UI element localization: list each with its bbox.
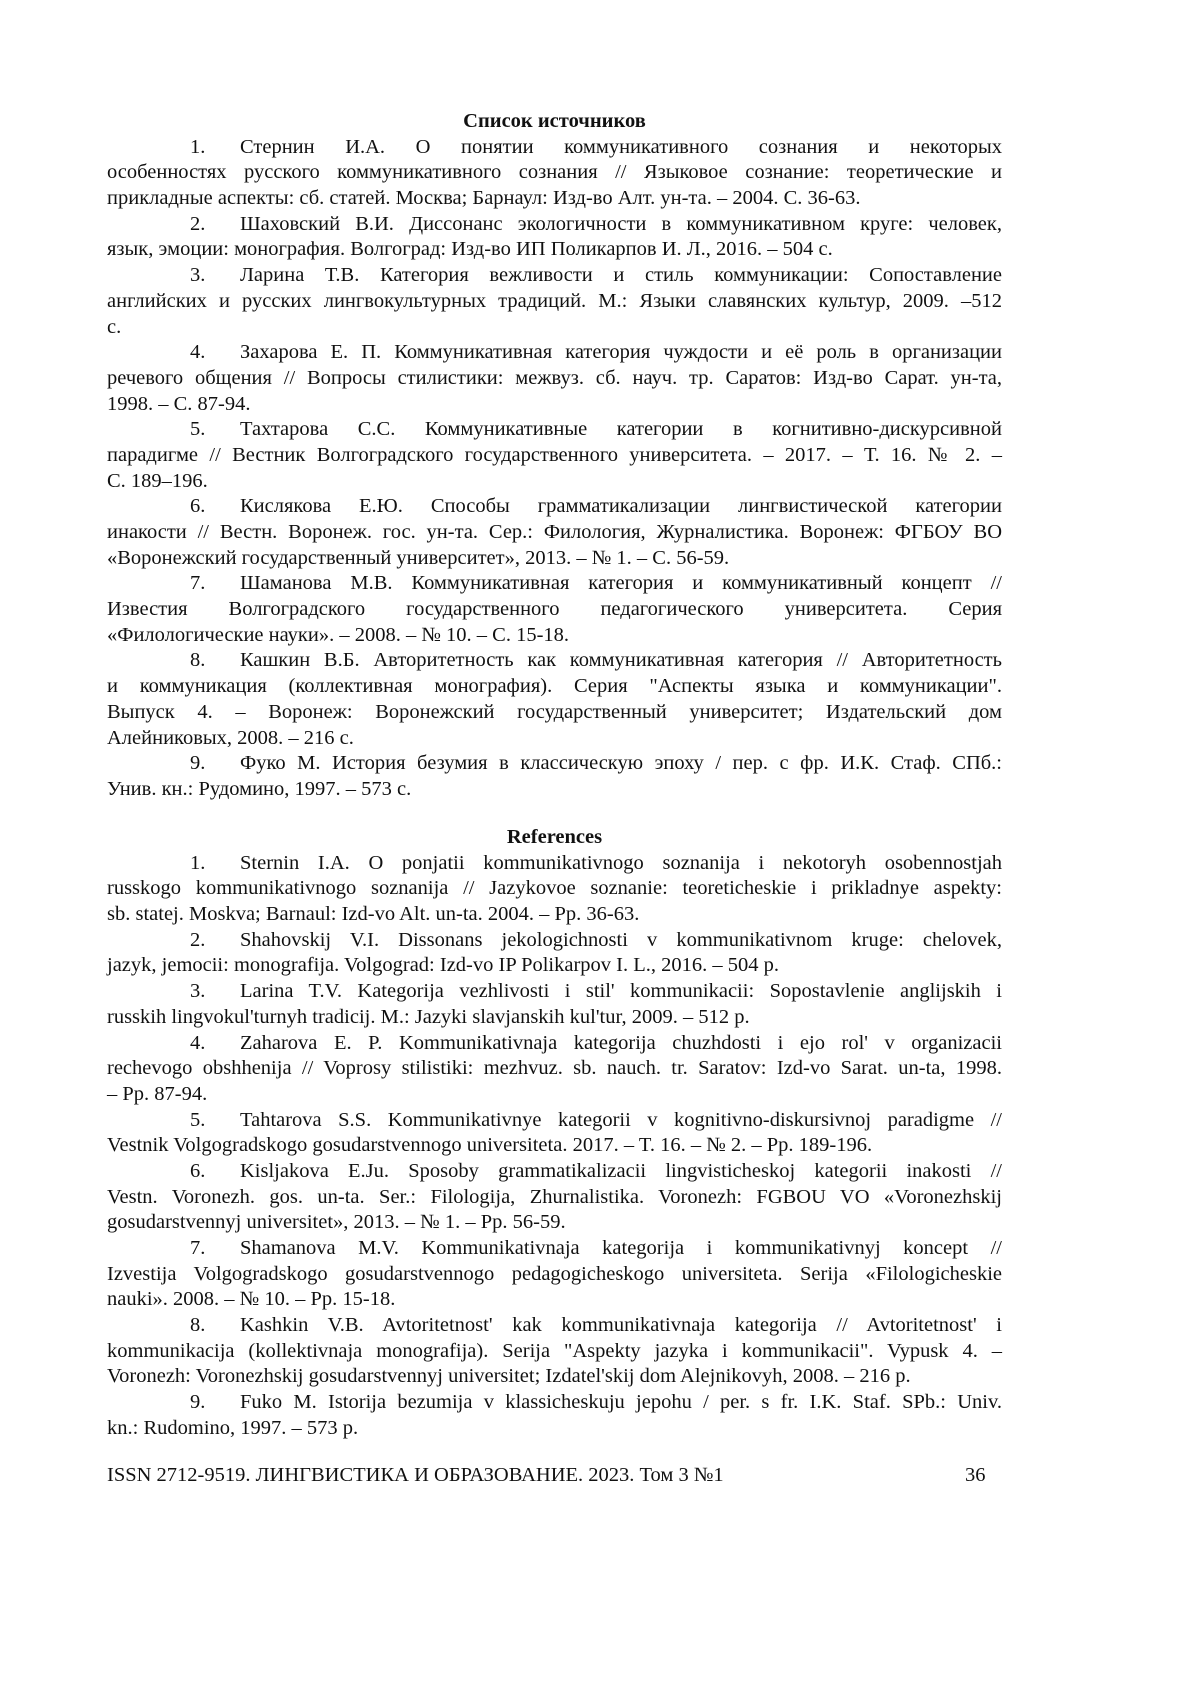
entry-number: 2.	[107, 212, 240, 238]
entry-text: Kisljakova E.Ju. Sposoby grammatikalizacii lingvisticheskoj kategorii inakosti //	[240, 1159, 1002, 1185]
entry-text: Кислякова Е.Ю. Способы грамматикализации лингвистической категории	[240, 494, 1002, 520]
entry-line	[107, 417, 1002, 443]
entry-number: 5.	[107, 1108, 240, 1134]
references-list	[107, 851, 1002, 1442]
entry-number: 4.	[107, 1031, 240, 1057]
references-title: References	[107, 825, 1002, 851]
reference-entry	[107, 340, 1002, 417]
sources-list	[107, 135, 1002, 803]
reference-entry	[107, 135, 1002, 212]
entry-text: Шаманова М.В. Коммуникативная категория и коммуникативный концепт //	[240, 571, 1002, 597]
entry-line: nauki». 2008. – № 10. – Pp. 15-18.	[107, 1287, 1002, 1313]
entry-line: rechevogo obshhenija // Voprosy stilistiki: mezhvuz. sb. nauch. tr. Saratov: Izd-vo Sarat. un-ta, 1998.	[107, 1056, 1002, 1082]
entry-line: Izvestija Volgogradskogo gosudarstvennogo pedagogicheskogo universiteta. Serija «Filologicheskie	[107, 1262, 1002, 1288]
reference-entry	[107, 571, 1002, 648]
entry-number: 6.	[107, 1159, 240, 1185]
entry-text: Ларина Т.В. Категория вежливости и стиль коммуникации: Сопоставление	[240, 263, 1002, 289]
entry-line: прикладные аспекты: сб. статей. Москва; Барнаул: Изд-во Алт. ун-та. – 2004. С. 36-63.	[107, 186, 1002, 212]
entry-number: 9.	[107, 1390, 240, 1416]
reference-entry	[107, 1313, 1002, 1390]
entry-line: английских и русских лингвокультурных традиций. М.: Языки славянских культур, 2009. –512	[107, 289, 1002, 315]
entry-line	[107, 212, 1002, 238]
references-section	[107, 825, 1002, 1442]
page-footer	[107, 1462, 1002, 1488]
reference-entry	[107, 212, 1002, 263]
entry-line: язык, эмоции: монография. Волгоград: Изд-во ИП Поликарпов И. Л., 2016. – 504 с.	[107, 237, 1002, 263]
reference-entry	[107, 1236, 1002, 1313]
entry-line: речевого общения // Вопросы стилистики: межвуз. сб. науч. тр. Саратов: Изд-во Сарат. ун-та,	[107, 366, 1002, 392]
reference-entry	[107, 751, 1002, 802]
entry-line: парадигме // Вестник Волгоградского государственного университета. – 2017. – Т. 16. № 2. –	[107, 443, 1002, 469]
reference-entry	[107, 648, 1002, 751]
entry-line: sb. statej. Moskva; Barnaul: Izd-vo Alt. un-ta. 2004. – Pp. 36-63.	[107, 902, 1002, 928]
entry-line: «Филологические науки». – 2008. – № 10. – С. 15-18.	[107, 623, 1002, 649]
entry-text: Shamanova M.V. Kommunikativnaja kategorija i kommunikativnyj koncept //	[240, 1236, 1002, 1262]
entry-line: инакости // Вестн. Воронеж. гос. ун-та. Сер.: Филология, Журналистика. Воронеж: ФГБОУ ВО	[107, 520, 1002, 546]
entry-number: 7.	[107, 1236, 240, 1262]
entry-line	[107, 928, 1002, 954]
entry-line	[107, 1031, 1002, 1057]
entry-line: Voronezh: Voronezhskij gosudarstvennyj universitet; Izdatel'skij dom Alejnikovyh, 2008. – 216 p.	[107, 1364, 1002, 1390]
entry-line: «Воронежский государственный университет», 2013. – № 1. – С. 56-59.	[107, 546, 1002, 572]
entry-line: Vestn. Voronezh. gos. un-ta. Ser.: Filologija, Zhurnalistika. Voronezh: FGBOU VO «Voronezhskij	[107, 1185, 1002, 1211]
entry-line	[107, 494, 1002, 520]
entry-line: Алейниковых, 2008. – 216 с.	[107, 726, 1002, 752]
entry-line: особенностях русского коммуникативного сознания // Языковое сознание: теоретические и	[107, 160, 1002, 186]
reference-entry	[107, 851, 1002, 928]
entry-text: Zaharova E. P. Kommunikativnaja kategorija chuzhdosti i ejo rol' v organizacii	[240, 1031, 1002, 1057]
page-number: 36	[965, 1462, 986, 1488]
entry-line	[107, 751, 1002, 777]
entry-number: 6.	[107, 494, 240, 520]
entry-text: Шаховский В.И. Диссонанс экологичности в коммуникативном круге: человек,	[240, 212, 1002, 238]
entry-line: kommunikacija (kollektivnaja monografija). Serija "Aspekty jazyka i kommunikacii". Vypusk 4. –	[107, 1339, 1002, 1365]
entry-line: kn.: Rudomino, 1997. – 573 p.	[107, 1416, 1002, 1442]
sources-section	[107, 109, 1002, 803]
entry-number: 5.	[107, 417, 240, 443]
entry-line	[107, 340, 1002, 366]
entry-line: Унив. кн.: Рудомино, 1997. – 573 с.	[107, 777, 1002, 803]
entry-line	[107, 1236, 1002, 1262]
reference-entry	[107, 417, 1002, 494]
reference-entry	[107, 979, 1002, 1030]
reference-entry	[107, 1390, 1002, 1441]
entry-line: 1998. – С. 87-94.	[107, 392, 1002, 418]
entry-line	[107, 571, 1002, 597]
entry-text: Кашкин В.Б. Авторитетность как коммуникативная категория // Авторитетность	[240, 648, 1002, 674]
reference-entry	[107, 1108, 1002, 1159]
entry-line: Известия Волгоградского государственного педагогического университета. Серия	[107, 597, 1002, 623]
entry-line: gosudarstvennyj universitet», 2013. – № 1. – Pp. 56-59.	[107, 1210, 1002, 1236]
entry-line: jazyk, jemocii: monografija. Volgograd: Izd-vo IP Polikarpov I. L., 2016. – 504 p.	[107, 953, 1002, 979]
entry-line	[107, 979, 1002, 1005]
entry-number: 3.	[107, 263, 240, 289]
entry-line: с.	[107, 315, 1002, 341]
entry-number: 1.	[107, 135, 240, 161]
sources-title: Список источников	[107, 109, 1002, 135]
entry-text: Larina T.V. Kategorija vezhlivosti i stil' kommunikacii: Sopostavlenie anglijskih i	[240, 979, 1002, 1005]
reference-entry	[107, 263, 1002, 340]
journal-issn: ISSN 2712-9519. ЛИНГВИСТИКА И ОБРАЗОВАНИЕ. 2023. Том 3 №1	[107, 1462, 724, 1488]
entry-line	[107, 1390, 1002, 1416]
entry-number: 3.	[107, 979, 240, 1005]
entry-line: Vestnik Volgogradskogo gosudarstvennogo universiteta. 2017. – T. 16. – № 2. – Pp. 189-196.	[107, 1133, 1002, 1159]
entry-line: и коммуникация (коллективная монография). Серия "Аспекты языка и коммуникации".	[107, 674, 1002, 700]
entry-line	[107, 1159, 1002, 1185]
entry-number: 2.	[107, 928, 240, 954]
entry-number: 9.	[107, 751, 240, 777]
entry-text: Тахтарова С.С. Коммуникативные категории в когнитивно-дискурсивной	[240, 417, 1002, 443]
entry-number: 1.	[107, 851, 240, 877]
entry-line	[107, 648, 1002, 674]
entry-number: 8.	[107, 1313, 240, 1339]
entry-line	[107, 263, 1002, 289]
entry-line	[107, 1313, 1002, 1339]
entry-line	[107, 1108, 1002, 1134]
entry-text: Fuko M. Istorija bezumija v klassicheskuju jepohu / per. s fr. I.K. Staf. SPb.: Univ.	[240, 1390, 1002, 1416]
reference-entry	[107, 494, 1002, 571]
entry-text: Захарова Е. П. Коммуникативная категория чуждости и её роль в организации	[240, 340, 1002, 366]
entry-text: Tahtarova S.S. Kommunikativnye kategorii v kognitivno-diskursivnoj paradigme //	[240, 1108, 1002, 1134]
entry-line: С. 189–196.	[107, 469, 1002, 495]
entry-line	[107, 135, 1002, 161]
entry-text: Стернин И.А. О понятии коммуникативного сознания и некоторых	[240, 135, 1002, 161]
reference-entry	[107, 1159, 1002, 1236]
entry-number: 8.	[107, 648, 240, 674]
entry-number: 4.	[107, 340, 240, 366]
entry-text: Shahovskij V.I. Dissonans jekologichnosti v kommunikativnom kruge: chelovek,	[240, 928, 1002, 954]
entry-line: russkih lingvokul'turnyh tradicij. M.: Jazyki slavjanskih kul'tur, 2009. – 512 p.	[107, 1005, 1002, 1031]
reference-entry	[107, 1031, 1002, 1108]
entry-line	[107, 851, 1002, 877]
reference-entry	[107, 928, 1002, 979]
entry-line: – Pp. 87-94.	[107, 1082, 1002, 1108]
entry-line: Выпуск 4. – Воронеж: Воронежский государственный университет; Издательский дом	[107, 700, 1002, 726]
entry-line: russkogo kommunikativnogo soznanija // Jazykovoe soznanie: teoreticheskie i prikladnye aspekty:	[107, 876, 1002, 902]
entry-number: 7.	[107, 571, 240, 597]
entry-text: Фуко М. История безумия в классическую эпоху / пер. с фр. И.К. Стаф. СПб.:	[240, 751, 1002, 777]
entry-text: Sternin I.A. O ponjatii kommunikativnogo soznanija i nekotoryh osobennostjah	[240, 851, 1002, 877]
entry-text: Kashkin V.B. Avtoritetnost' kak kommunikativnaja kategorija // Avtoritetnost' i	[240, 1313, 1002, 1339]
